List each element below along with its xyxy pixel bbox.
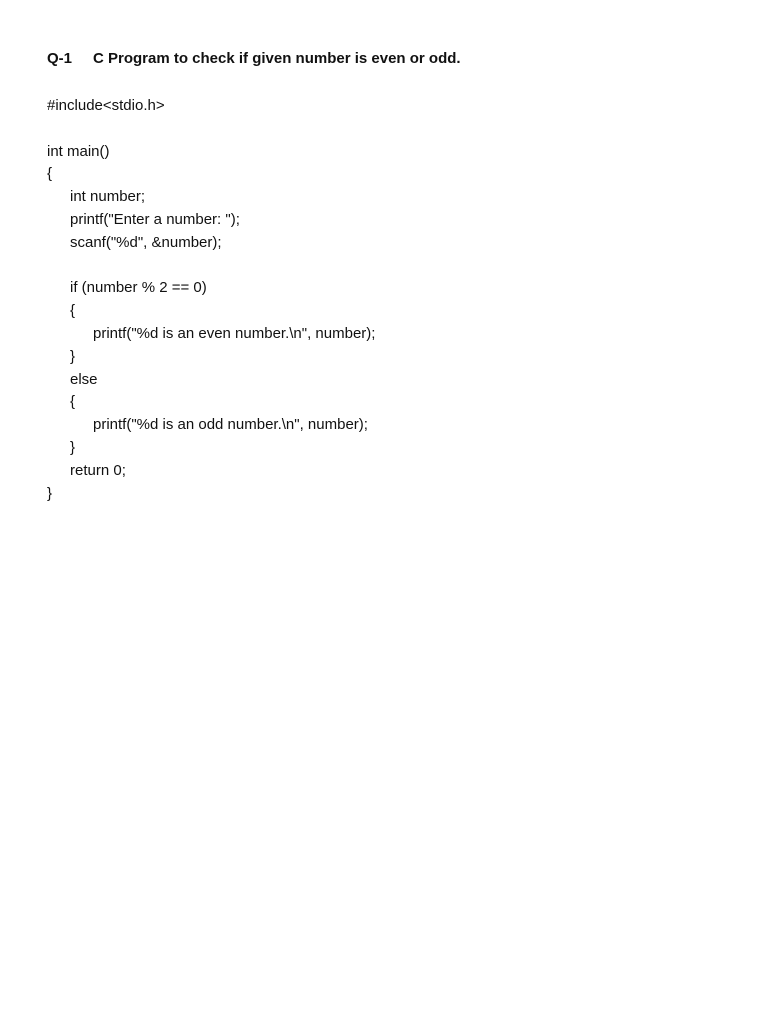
code-line: printf("%d is an odd number.\n", number);	[93, 416, 368, 434]
code-line: int number;	[70, 188, 146, 206]
code-block	[47, 95, 375, 505]
code-line: printf("Enter a number: ");	[70, 210, 240, 228]
code-line: {	[70, 393, 76, 411]
code-line: }	[47, 484, 53, 502]
code-line: #include<stdio.h>	[47, 97, 165, 114]
code-line-blank	[47, 255, 375, 278]
question-title: C Program to check if given number is even or odd.	[93, 50, 461, 67]
code-line: }	[70, 438, 76, 456]
code-line: return 0;	[70, 461, 126, 479]
question-number: Q-1	[47, 50, 73, 67]
code-line: {	[47, 165, 53, 183]
code-line-blank	[47, 118, 375, 141]
code-line: }	[70, 347, 76, 365]
code-line: if (number % 2 == 0)	[70, 279, 207, 297]
code-line: printf("%d is an even number.\n", number);	[93, 324, 376, 342]
code-line: scanf("%d", &number);	[70, 233, 222, 251]
code-line: int main()	[47, 142, 110, 160]
code-line: else	[70, 370, 98, 388]
question-heading	[47, 49, 461, 69]
code-line: {	[70, 302, 76, 320]
